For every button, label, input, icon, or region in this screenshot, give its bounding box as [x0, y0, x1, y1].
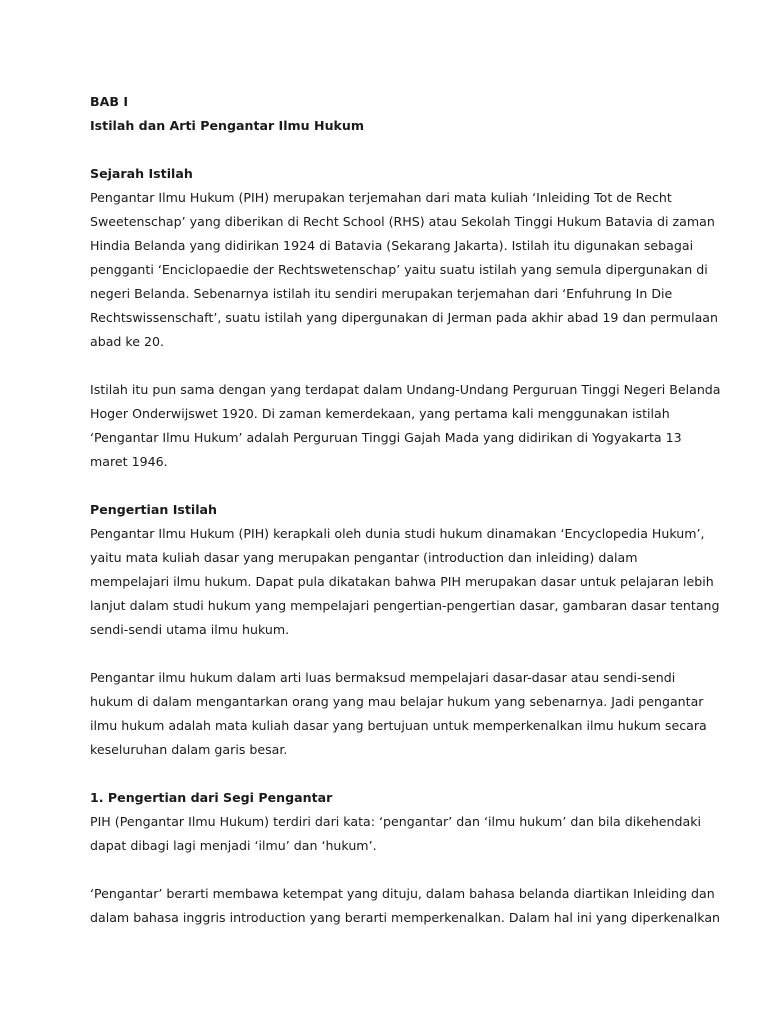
paragraph-segi-pengantar-1 — [90, 810, 702, 858]
paragraph-line: ‘Pengantar’ berarti membawa ketempat yang dituju, dalam bahasa belanda diartikan Inleiding dan — [90, 886, 715, 901]
paragraph-line: Hoger Onderwijswet 1920. Di zaman kemerdekaan, yang pertama kali menggunakan istilah — [90, 406, 670, 421]
paragraph-line: dapat dibagi lagi menjadi ‘ilmu’ dan ‘hukum’. — [90, 838, 377, 853]
paragraph-line: Istilah itu pun sama dengan yang terdapat dalam Undang-Undang Perguruan Tinggi Negeri Belanda — [90, 382, 721, 397]
paragraph-segi-pengantar-2 — [90, 882, 721, 930]
paragraph-line: Pengantar ilmu hukum dalam arti luas bermaksud mempelajari dasar-dasar atau sendi-sendi — [90, 670, 676, 685]
paragraph-sejarah-2 — [90, 378, 721, 474]
paragraph-line: maret 1946. — [90, 454, 168, 469]
section-heading-pengertian-istilah: Pengertian Istilah — [90, 502, 217, 517]
paragraph-line: yaitu mata kuliah dasar yang merupakan pengantar (introduction dan inleiding) dalam — [90, 550, 638, 565]
paragraph-pengertian-1 — [90, 522, 720, 642]
paragraph-line: keseluruhan dalam garis besar. — [90, 742, 288, 757]
paragraph-line: lanjut dalam studi hukum yang mempelajari pengertian-pengertian dasar, gambaran dasar tentang — [90, 598, 720, 613]
paragraph-line: pengganti ‘Enciclopaedie der Rechtswetenschap’ yaitu suatu istilah yang semula dipergunakan di — [90, 262, 708, 277]
paragraph-line: hukum di dalam mengantarkan orang yang mau belajar hukum yang sebenarnya. Jadi pengantar — [90, 694, 704, 709]
chapter-label: BAB I — [90, 94, 129, 109]
paragraph-line: Hindia Belanda yang didirikan 1924 di Batavia (Sekarang Jakarta). Istilah itu digunakan sebagai — [90, 238, 694, 253]
paragraph-line: abad ke 20. — [90, 334, 165, 349]
paragraph-line: ‘Pengantar Ilmu Hukum’ adalah Perguruan Tinggi Gajah Mada yang didirikan di Yogyakarta 13 — [90, 430, 682, 445]
paragraph-pengertian-2 — [90, 666, 707, 762]
paragraph-line: Sweetenschap’ yang diberikan di Recht School (RHS) atau Sekolah Tinggi Hukum Batavia di zaman — [90, 214, 715, 229]
paragraph-line: Pengantar Ilmu Hukum (PIH) merupakan terjemahan dari mata kuliah ‘Inleiding Tot de Recht — [90, 190, 672, 205]
paragraph-sejarah-1 — [90, 186, 719, 354]
document-page — [90, 90, 721, 930]
section-heading-segi-pengantar: 1. Pengertian dari Segi Pengantar — [90, 790, 333, 805]
paragraph-line: PIH (Pengantar Ilmu Hukum) terdiri dari kata: ‘pengantar’ dan ‘ilmu hukum’ dan bila dikehendaki — [90, 814, 702, 829]
paragraph-line: ilmu hukum adalah mata kuliah dasar yang bertujuan untuk memperkenalkan ilmu hukum secara — [90, 718, 707, 733]
paragraph-line: Rechtswissenschaft’, suatu istilah yang dipergunakan di Jerman pada akhir abad 19 dan permulaan — [90, 310, 719, 325]
paragraph-line: negeri Belanda. Sebenarnya istilah itu sendiri merupakan terjemahan dari ‘Enfuhrung In Die — [90, 286, 673, 301]
section-heading-sejarah-istilah: Sejarah Istilah — [90, 166, 193, 181]
paragraph-line: mempelajari ilmu hukum. Dapat pula dikatakan bahwa PIH merupakan dasar untuk pelajaran lebih — [90, 574, 714, 589]
paragraph-line: dalam bahasa inggris introduction yang berarti memperkenalkan. Dalam hal ini yang diperkenalkan — [90, 910, 721, 925]
paragraph-line: sendi-sendi utama ilmu hukum. — [90, 622, 290, 637]
chapter-title: Istilah dan Arti Pengantar Ilmu Hukum — [90, 118, 365, 133]
paragraph-line: Pengantar Ilmu Hukum (PIH) kerapkali oleh dunia studi hukum dinamakan ‘Encyclopedia Hukum’, — [90, 526, 705, 541]
